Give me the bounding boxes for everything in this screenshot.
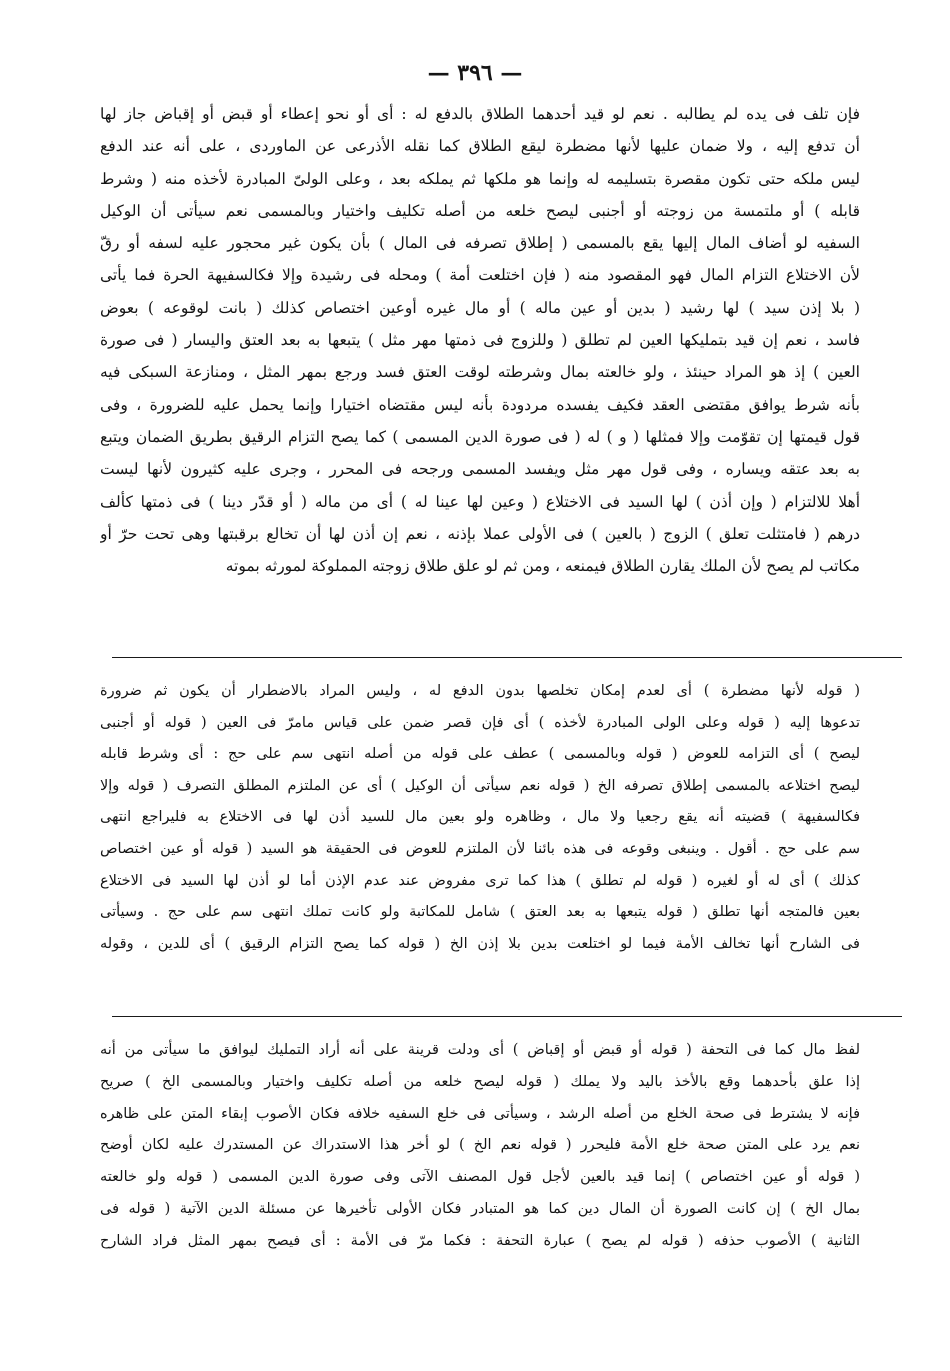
footnote-line: تدعوها إليه ( قوله وعلى الولى المبادرة لأخذه ) أى فإن قصر ضمن على قياس مامرّ فى العين ( قوله أو أجنبى	[100, 714, 860, 731]
footnotes-block-2	[100, 1035, 860, 1258]
main-text-line: لأن الاختلاع التزام المال فهو المقصود منه ( فإن اختلعت أمة ) ومحله فى رشيدة وإلا فكالسفيهة الحرة فما يأتى	[100, 266, 860, 285]
footnote-line: ليصح ) أى التزامه للعوض ( قوله وبالمسمى ) عطف على قوله من أصله انتهى سم على حج : أى وشرط قابله	[100, 746, 860, 763]
footnote-line: الثانية ) الأصوب حذفه ( قوله لم يصح ) عبارة التحفة : فكما مرّ فى الأمة : أى فيصح بمهر المثل فراد الشارح	[100, 1232, 860, 1249]
main-text-line: به بعد عتقه ويساره ، وفى قول مهر مثل ويفسد المسمى ورجحه فى المحرر ، وجرى عليه كثيرون لأنها ليست	[100, 460, 860, 479]
main-text-line: العين ) إذ هو المراد حينئذ ، ولو خالعته بمال وشرطته لوقت العتق فسد ورجع بمهر المثل ، ومنازعة السبكى فيه	[100, 363, 860, 382]
main-text-line: قابله ) أو ملتمسة من زوجته أو أجنبى ليصح خلعه من أصله تكليف واختيار وبالمسمى نعم سيأتى أن الوكيل	[100, 201, 860, 220]
main-text-line: أهلا للالتزام ( وإن أذن ) لها السيد فى الاختلاع ( وعين لها عينا له ) أى من ماله ( أو قدّر دينا ) فى ذمتها كألف	[100, 492, 860, 511]
main-text-line: فاسد ، نعم إن قيد بتمليكها العين لم تطلق ( وللزوج فى ذمتها مهر مثل ) يتبعها به بعد العتق واليسار ( فى صورة	[100, 331, 860, 350]
main-text-line: مكاتب لم يصح لأن الملك يقارن الطلاق فيمنعه ، ومن ثم لو علق طلاق زوجته المملوكة لمورثه بموته	[225, 557, 860, 576]
main-text-line: بأنه شرط يوافق مقتضى العقد فكيف يفسده مردودة بأنه ليس مقتضاه اختيارا وإنما يحمل عليه للضرورة ، وفى	[100, 395, 860, 414]
footnote-line: فكالسفيهة ) قضيته أنه يقع رجعيا ولا مال ، وظاهره ولو بعين مال للسيد أذن لها فى الاختلاع به فليراجع انتهى	[100, 809, 860, 826]
main-text-line: قول قيمتها إن تقوّمت وإلا فمثلها ( و ) له ( فى صورة الدين المسمى ) كما يصح التزام الرقيق بطريق الضمان ويتبع	[100, 427, 860, 446]
footnote-line: فى الشارح أنها تخالف الأمة فيما لو اختلعت بدين بلا إذن الخ ( قوله كما يصح التزام الرقيق ) أى للدين ، وقوله	[100, 935, 860, 952]
footnote-line: ليصح اختلاعه بالمسمى إطلاق تصرفه الخ ( قوله نعم سيأتى أن الوكيل ) أى عن الملتزم المطلق التصرف ( قوله وإلا	[100, 777, 860, 794]
footnote-line: سم على حج . أقول . وينبغى وقوعه فى هذه بائنا لأن الملتزم للعوض فى الحقيقة هو السيد ( قوله أو عين اختصاص	[100, 840, 860, 857]
footnote-line: كذلك ) أى له أو لغيره ( قوله لم تطلق ) هذا كما ترى مفروض عند عدم الإذن أما لو أذن لها السيد فى الاختلاع	[100, 872, 860, 889]
main-text-line: درهم ( فامتثلت تعلق ) الزوج ( بالعين ) فى الأولى عملا بإذنه ، نعم إن أذن لها أن تخالع برقبتها وهى تحت حرّ أو	[100, 524, 860, 543]
footnote-line: إذا علق بأحدهما وقع بالأخذ باليد ولا يملك ( قوله ليصح خلعه من أصله تكليف واختيار وبالمسمى الخ ) صريح	[100, 1073, 860, 1090]
page-number: — ٣٩٦ —	[427, 60, 523, 86]
main-text-line: أن تدفع إليه ، ولا ضمان عليها لأنها مضطرة ليقع الطلاق كما نقله الأذرعى عن الماوردى ، على أنه عند الدفع	[100, 137, 860, 156]
footnote-line: ( قوله أو عين اختصاص ) إنما قيد بالعين لأجل قول المصنف الآتى وفى صورة الدين المسمى ( قوله ولو خالعته	[100, 1169, 860, 1186]
main-text-line: ( بلا إذن سيد ) لها رشيد ( بدين أو عين ماله ) أو مال غيره أوعين اختصاص كذلك ( بانت لوقوعه ) بعوض	[100, 298, 860, 317]
main-text-block	[100, 98, 860, 582]
footnote-line: ( قوله لأنها مضطرة ) أى لعدم إمكان تخلصها بدون الدفع له ، وليس المراد بالاضطرار أن يكون ثم ضرورة	[100, 683, 860, 699]
footnote-line: نعم يرد على المتن صحة خلع الأمة فليحرر ( قوله نعم الخ ) لو أخر هذا الاستدراك عن المستدرك عليه لكان أوضح	[100, 1137, 860, 1154]
divider-rule	[112, 657, 902, 658]
main-text-line: ليس ملكه حتى تكون مقصرة بتسليمه له وإنما هو ملكها ثم يملكه بعد ، وعلى الولىّ المبادرة لأخذه منه ( وشرط	[100, 169, 860, 188]
footnote-line: لفظ مال كما فى التحفة ( قوله أو قبض أو إقباض ) أى ودلت قرينة على أنه أراد التمليك ليوافق ما سيأتى من أنه	[100, 1042, 860, 1058]
footnotes-block-1	[100, 676, 860, 960]
footnote-line: فإنه لا يشترط فى صحة الخلع من أصله الرشد ، وسيأتى فى خلع السفيه خلافه فكان الأصوب إبقاء المتن على ظاهره	[100, 1105, 860, 1122]
footnote-line: بمال الخ ) إن كانت الصورة أن المال دين كما هو المتبادر فكان الأولى تأخيرها عن مسئلة الدين الآتية ( قوله فى	[100, 1200, 860, 1217]
footnote-line: بعين فالمتجه أنها تطلق ( قوله يتبعها به بعد العتق ) شامل للمكاتبة ولو كانت تملك انتهى سم على حج . وسيأتى	[100, 904, 860, 921]
divider-rule	[112, 1016, 902, 1017]
main-text-line: فإن تلف فى يده لم يطالبه . نعم لو قيد أحدهما الطلاق بالدفع له : أى أو نحو إعطاء أو قبض أو إقباض جاز لها	[100, 105, 860, 123]
main-text-line: السفيه لو أضاف المال إليها يقع بالمسمى ( إطلاق تصرفه فى المال ) بأن يكون غير محجور عليه لسفه أو رقّ	[100, 234, 860, 253]
